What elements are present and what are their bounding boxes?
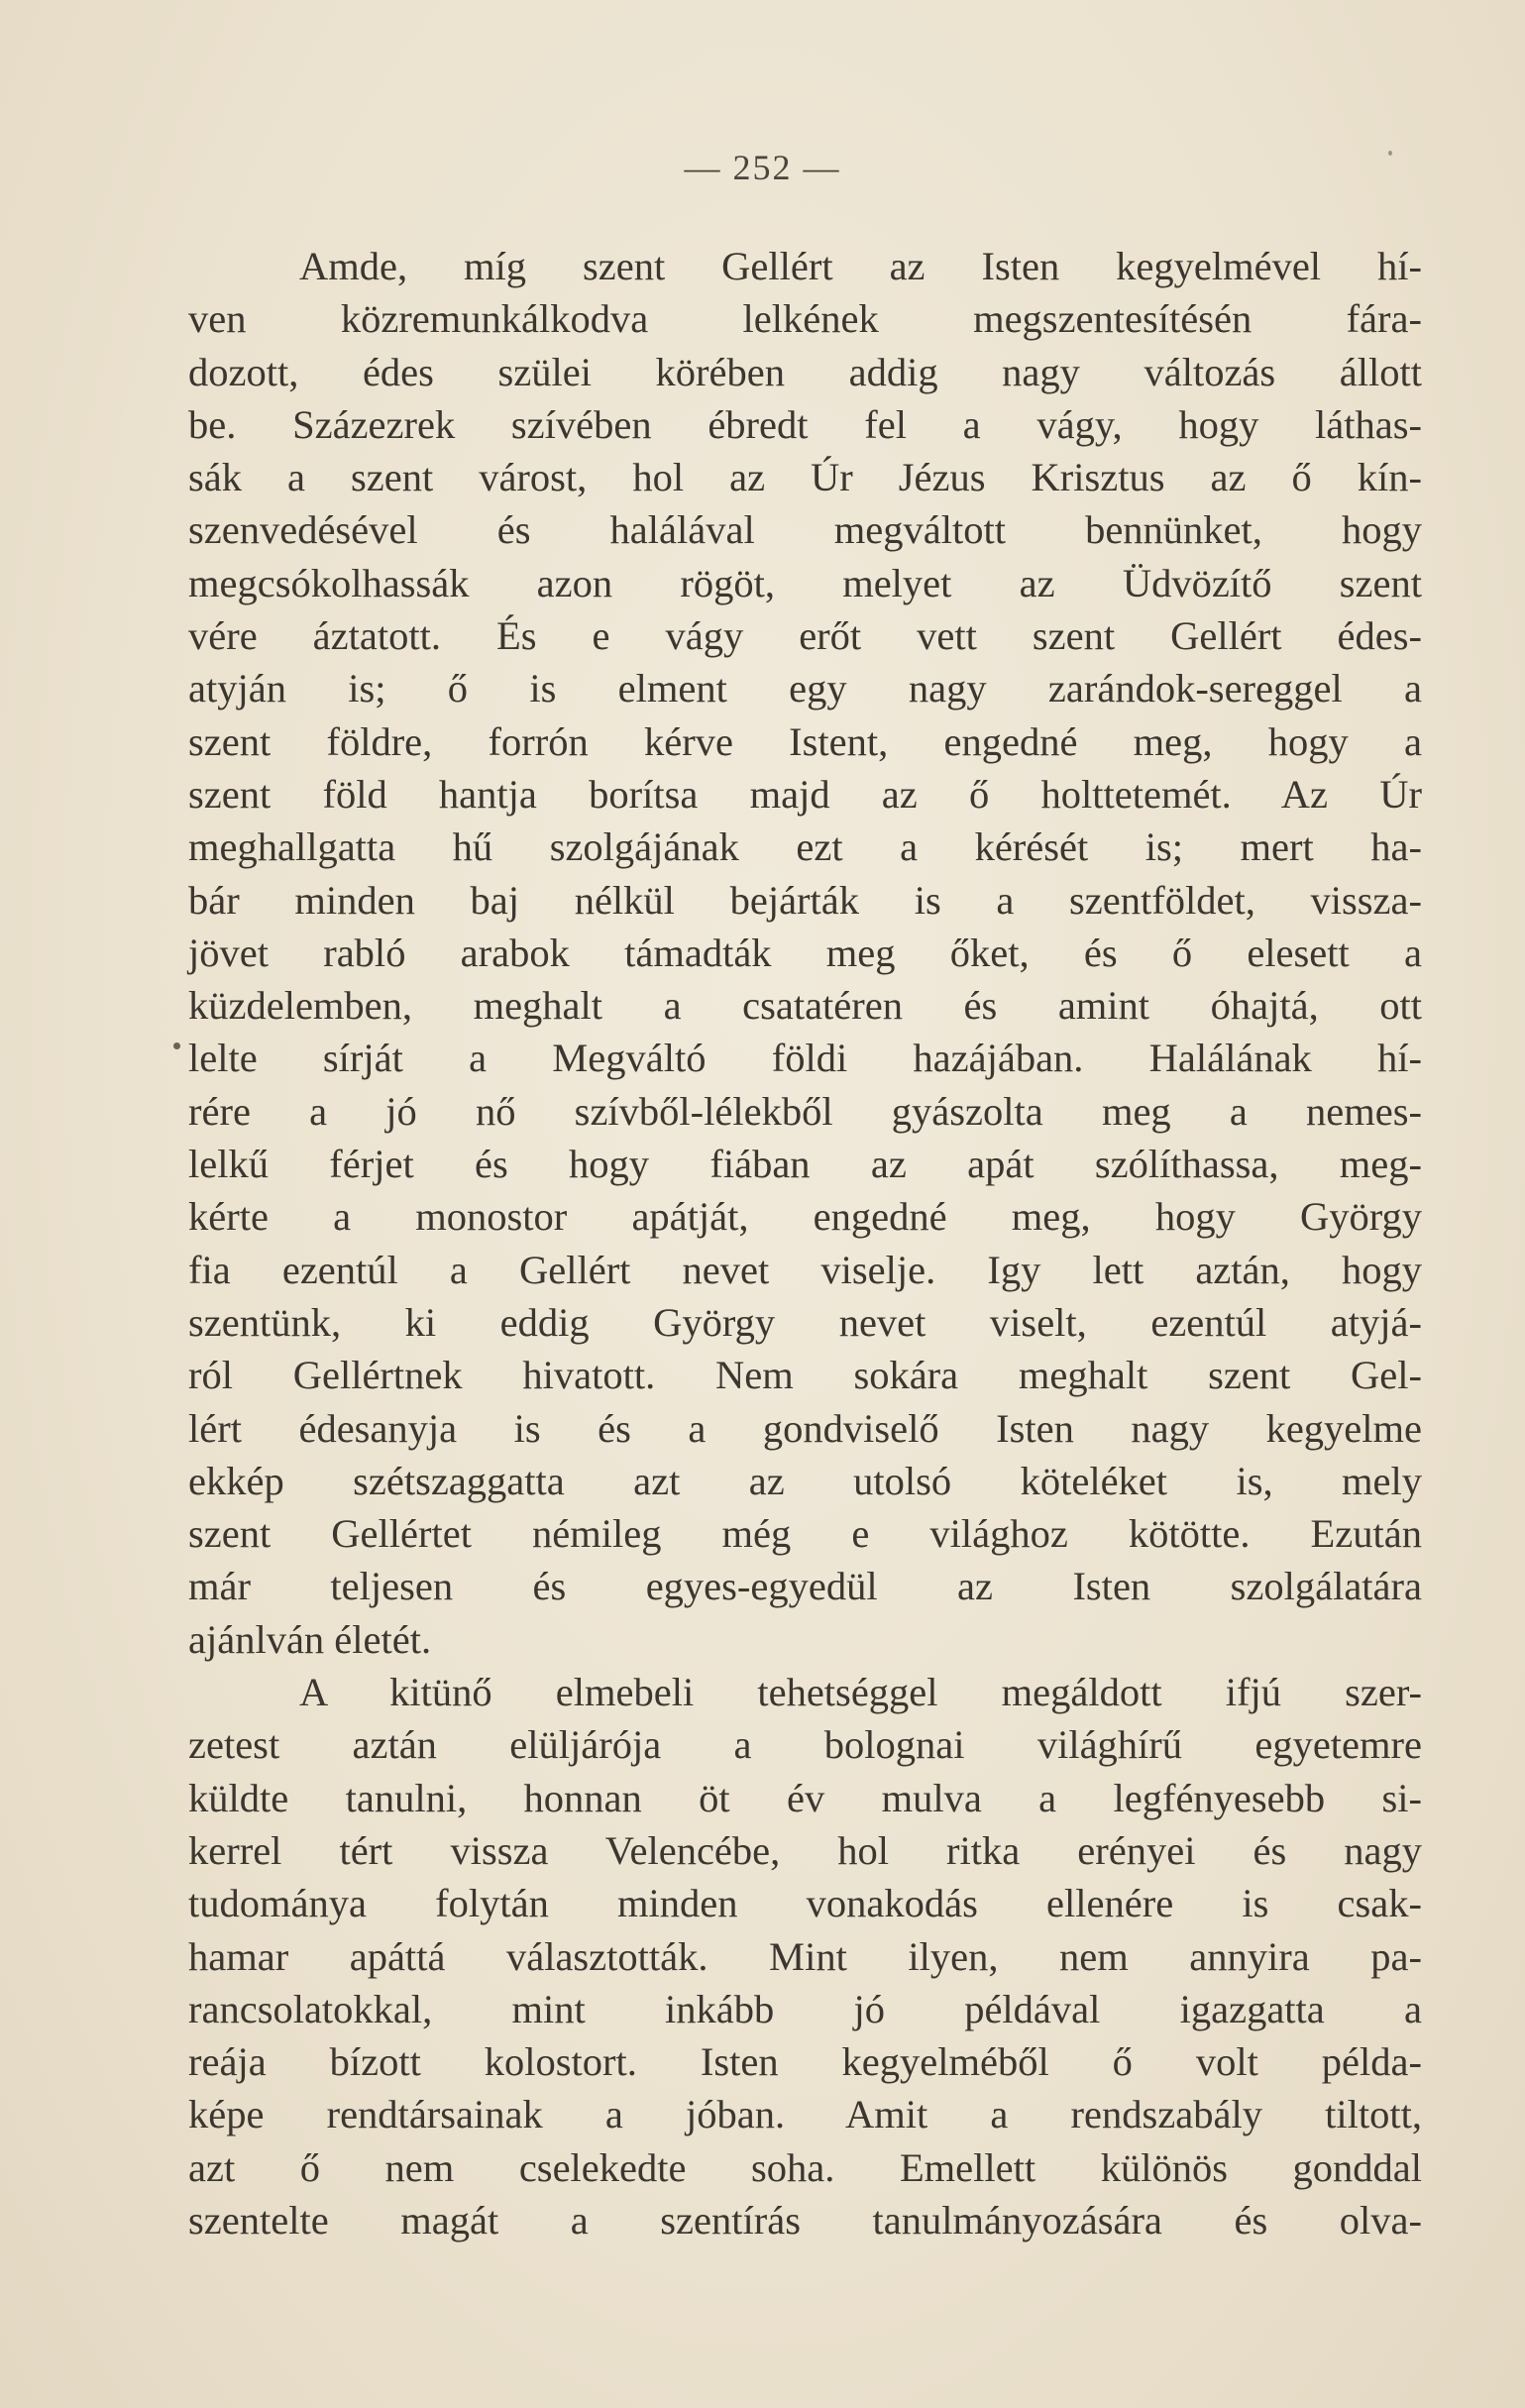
text-line: reája bízott kolostort. Isten kegyelméből ő volt példa-: [188, 2039, 1422, 2085]
text-line: zetest aztán elüljárója a bolognai világhírű egyetemre: [188, 1722, 1422, 1768]
text-line: lelte sírját a Megváltó földi hazájában. Halálának hí-: [188, 1036, 1422, 1081]
text-line: ajánlván életét.: [188, 1616, 432, 1662]
text-line: szent földre, forrón kérve Istent, engedné meg, hogy a: [188, 718, 1422, 764]
text-line: megcsókolhassák azon rögöt, melyet az Üdvözítő szent: [188, 560, 1422, 605]
text-line: be. Százezrek szívében ébredt fel a vágy, hogy láthas-: [188, 401, 1422, 447]
text-line: szentelte magát a szentírás tanulmányozására és olva-: [188, 2197, 1422, 2243]
text-line: kérte a monostor apátját, engedné meg, hogy György: [188, 1194, 1422, 1240]
text-line: ekkép szétszaggatta azt az utolsó köteléket is, mely: [188, 1458, 1422, 1503]
text-line: rancsolatokkal, mint inkább jó példával igazgatta a: [188, 1986, 1422, 2031]
print-speck: [1388, 151, 1392, 156]
text-line: rére a jó nő szívből-lélekből gyászolta meg a nemes-: [188, 1088, 1422, 1134]
text-line: vére áztatott. És e vágy erőt vett szent Gellért édes-: [188, 613, 1422, 659]
text-line: szentünk, ki eddig György nevet viselt, ezentúl atyjá-: [188, 1299, 1422, 1345]
text-line: sák a szent várost, hol az Úr Jézus Krisztus az ő kín-: [188, 455, 1422, 500]
text-line: küzdelemben, meghalt a csatatéren és amint óhajtá, ott: [188, 983, 1422, 1029]
text-line: szent Gellértet némileg még e világhoz kötötte. Ezután: [188, 1511, 1422, 1557]
text-line: Amde, míg szent Gellért az Isten kegyelmével hí-: [299, 244, 1422, 288]
text-line: már teljesen és egyes-egyedül az Isten szolgálatára: [188, 1564, 1422, 1609]
text-line: jövet rabló arabok támadták meg őket, és ő elesett a: [188, 930, 1422, 975]
text-line: hamar apáttá választották. Mint ilyen, nem annyira pa-: [188, 1933, 1422, 1979]
text-line: lelkű férjet és hogy fiában az apát szólíthassa, meg-: [188, 1142, 1422, 1187]
text-line: küldte tanulni, honnan öt év mulva a legfényesebb si-: [188, 1775, 1422, 1820]
page-number: — 252 —: [684, 148, 841, 187]
text-line: szenvedésével és halálával megváltott bennünket, hogy: [188, 507, 1422, 553]
text-line: dozott, édes szülei körében addig nagy változás állott: [188, 349, 1422, 394]
text-line: azt ő nem cselekedte soha. Emellett különös gonddal: [188, 2144, 1422, 2190]
text-line: ven közremunkálkodva lelkének megszentesítésén fára-: [188, 296, 1422, 342]
text-line: atyján is; ő is elment egy nagy zarándok-sereggel a: [188, 666, 1422, 711]
body-text: [188, 240, 1422, 2246]
text-line: szent föld hantja borítsa majd az ő holttetemét. Az Úr: [188, 771, 1422, 817]
text-line: ról Gellértnek hivatott. Nem sokára meghalt szent Gel-: [188, 1353, 1422, 1398]
text-line: bár minden baj nélkül bejárták is a szentföldet, vissza-: [188, 877, 1422, 923]
text-line: fia ezentúl a Gellért nevet viselje. Igy lett aztán, hogy: [188, 1247, 1422, 1292]
print-speck: [173, 1042, 180, 1049]
text-line: meghallgatta hű szolgájának ezt a kérését is; mert ha-: [188, 824, 1422, 870]
text-line: A kitünő elmebeli tehetséggel megáldott ifjú szer-: [299, 1670, 1422, 1715]
text-line: képe rendtársainak a jóban. Amit a rendszabály tiltott,: [188, 2092, 1422, 2137]
text-line: kerrel tért vissza Velencébe, hol ritka erényei és nagy: [188, 1827, 1422, 1873]
text-line: tudománya folytán minden vonakodás ellenére is csak-: [188, 1881, 1422, 1926]
text-line: lért édesanyja is és a gondviselő Isten nagy kegyelme: [188, 1405, 1422, 1451]
